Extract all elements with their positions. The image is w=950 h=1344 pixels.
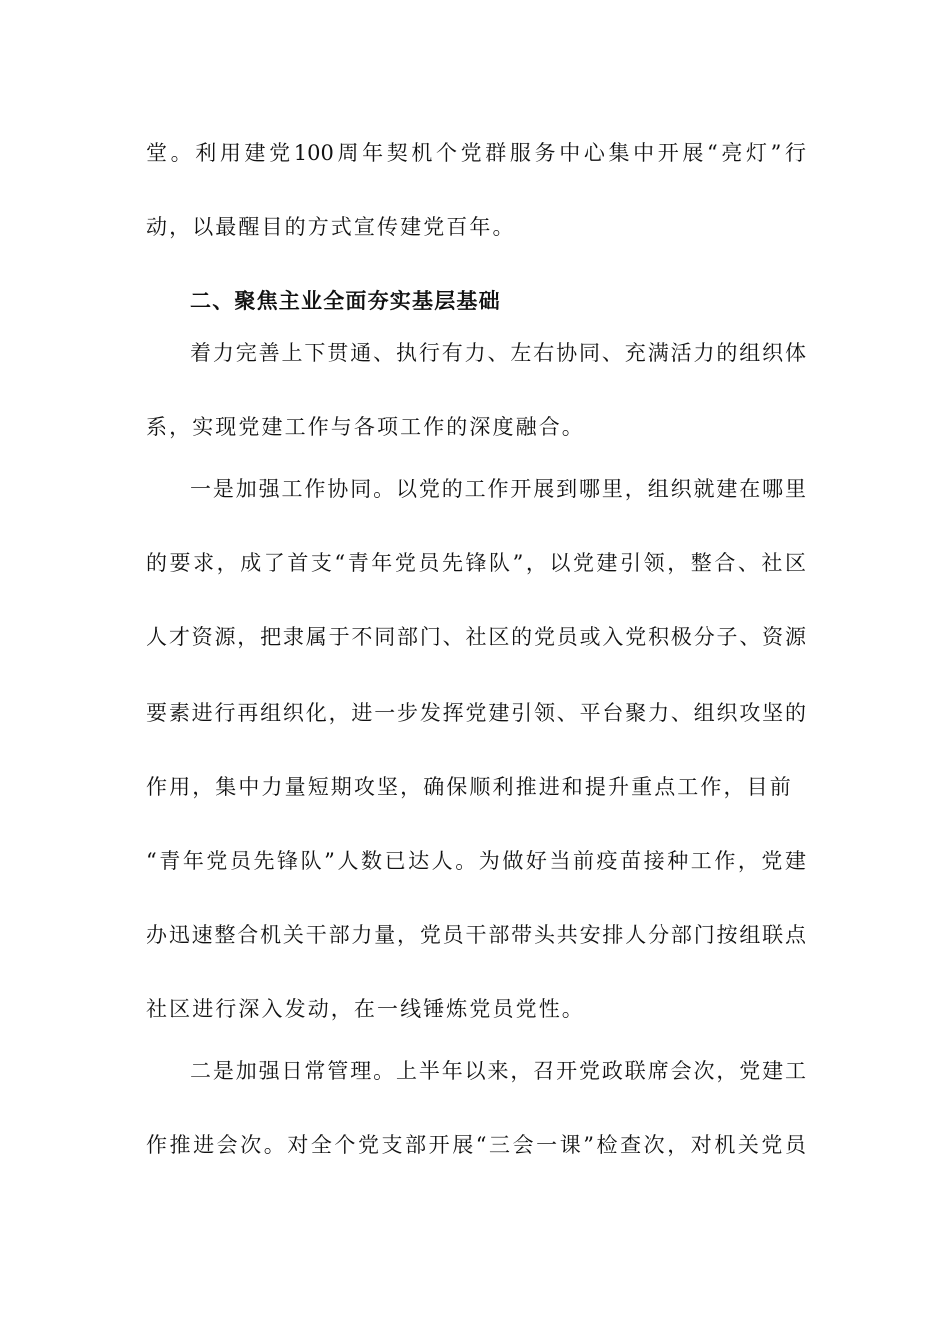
paragraph-line-9: 要素进行再组织化，进一步发挥党建引领、平台聚力、组织攻坚的 xyxy=(146,701,806,725)
paragraph-line-10: 作用，集中力量短期攻坚，确保顺利推进和提升重点工作，目前 xyxy=(146,775,793,799)
paragraph-line-15: 作推进会次。对全个党支部开展“三会一课”检查次，对机关党员 xyxy=(146,1133,806,1157)
paragraph-line-4: 着力完善上下贯通、执行有力、左右协同、充满活力的组织体 xyxy=(190,341,806,365)
paragraph-line-14: 二是加强日常管理。上半年以来，召开党政联席会次，党建工 xyxy=(190,1059,806,1083)
paragraph-line-13: 社区进行深入发动，在一线锤炼党员党性。 xyxy=(146,997,585,1021)
paragraph-line-5: 系，实现党建工作与各项工作的深度融合。 xyxy=(146,415,585,439)
paragraph-line-8: 人才资源，把隶属于不同部门、社区的党员或入党积极分子、资源 xyxy=(146,625,806,649)
paragraph-line-11: “青年党员先锋队”人数已达人。为做好当前疫苗接种工作，党建 xyxy=(146,849,806,873)
paragraph-line-1: 堂。利用建党100周年契机个党群服务中心集中开展“亮灯”行 xyxy=(146,141,806,165)
paragraph-line-6: 一是加强工作协同。以党的工作开展到哪里，组织就建在哪里 xyxy=(190,477,806,501)
paragraph-line-2: 动，以最醒目的方式宣传建党百年。 xyxy=(146,215,516,239)
paragraph-line-12: 办迅速整合机关干部力量，党员干部带头共安排人分部门按组联点 xyxy=(146,923,806,947)
section-heading: 二、聚焦主业全面夯实基层基础 xyxy=(190,289,501,313)
paragraph-line-7: 的要求，成了首支“青年党员先锋队”，以党建引领，整合、社区 xyxy=(146,551,806,575)
